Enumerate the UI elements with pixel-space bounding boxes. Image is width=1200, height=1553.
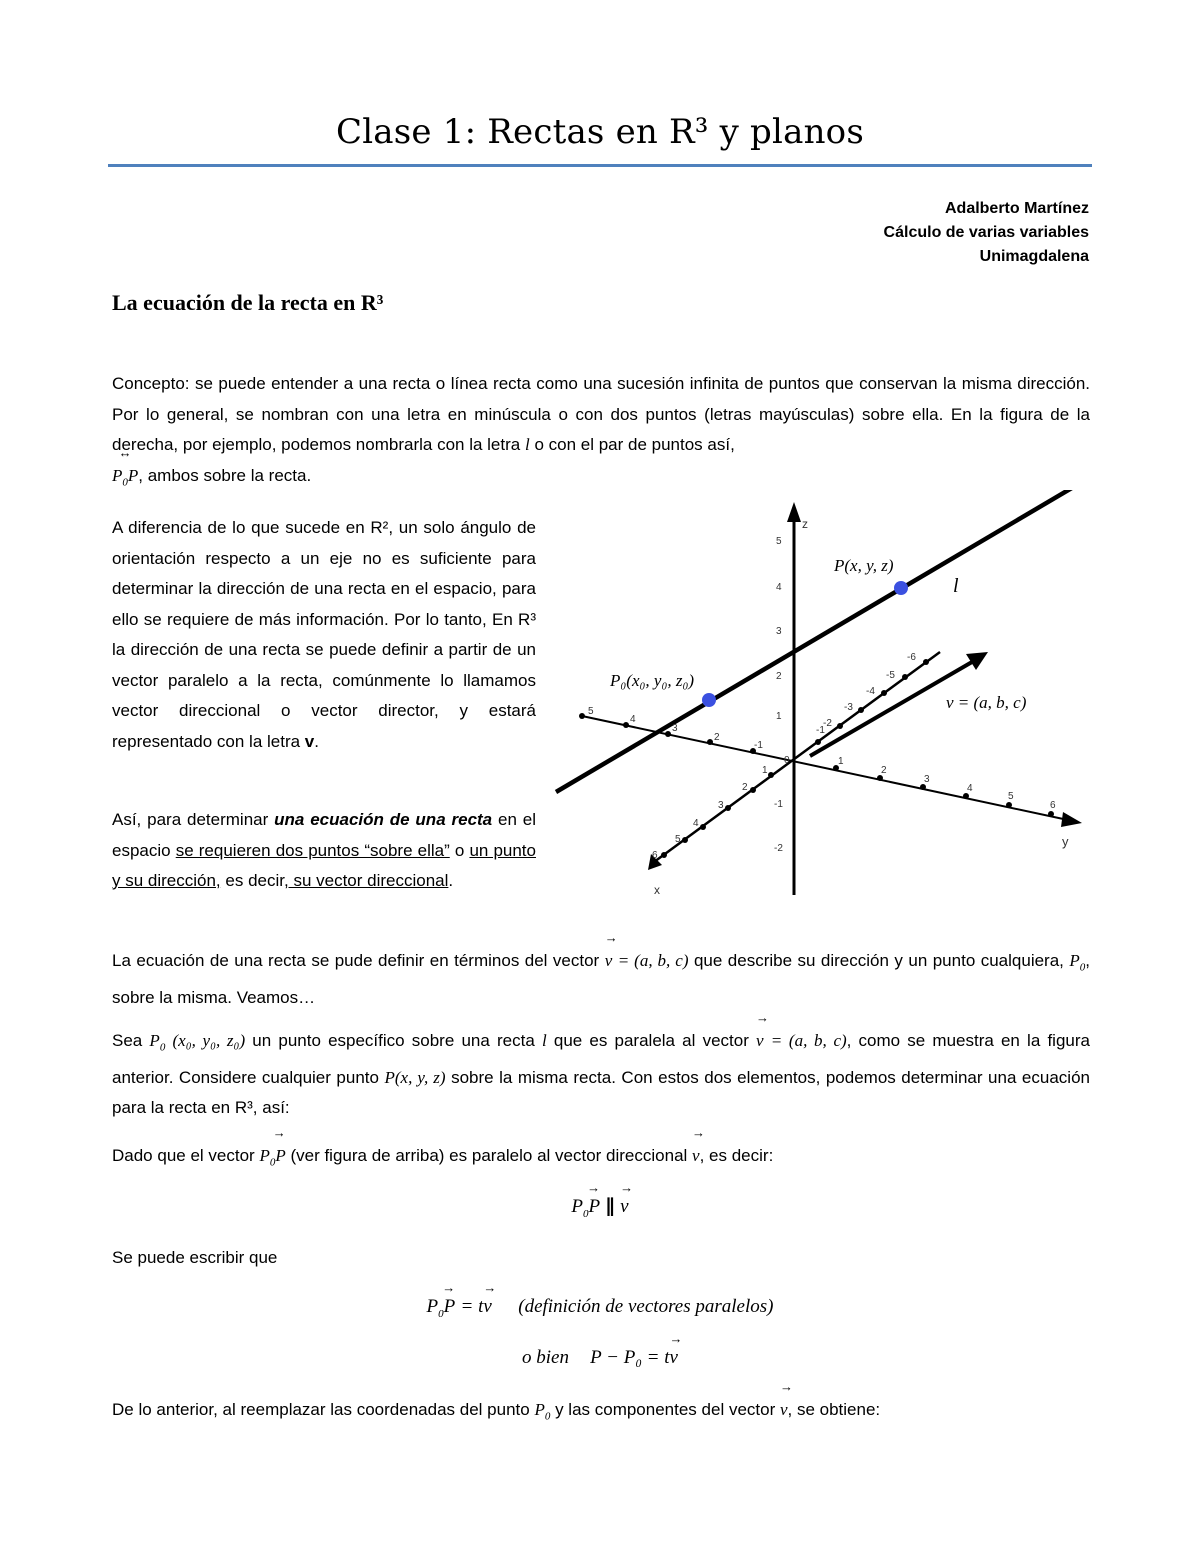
equation-intro-paragraph [112, 946, 1090, 1013]
vector-v-symbol: → v [670, 1347, 678, 1369]
x-tick: -4 [866, 686, 875, 697]
z-tick: 1 [776, 711, 782, 722]
vector-v-arrowhead [966, 652, 988, 670]
point-p0 [702, 693, 716, 707]
x-tick-mark [725, 805, 731, 811]
two-points-underlined: se requieren dos puntos “sobre ella” [175, 840, 450, 860]
z-axis-arrow [787, 502, 801, 522]
z-tick: 3 [776, 626, 782, 637]
or-text: o [454, 840, 465, 860]
point-p-coordinates: P(x, y, z) [384, 1067, 446, 1087]
eq-intro-text-3: , sobre la misma. Veamos… [112, 951, 1090, 1007]
p0p-line-notation: ↔ $P_0P$ [112, 461, 138, 498]
x-tick-mark [682, 837, 688, 843]
x-tick-mark [815, 739, 821, 745]
equals-t: = t [460, 1296, 484, 1317]
x-tick-mark [881, 690, 887, 696]
line-l [556, 490, 1082, 792]
x-tick: -6 [907, 652, 916, 663]
y-axis-arrow [1061, 812, 1082, 827]
y-tick: 4 [630, 714, 636, 725]
y-tick: -1 [754, 740, 763, 751]
y-tick: 5 [588, 706, 594, 717]
vector-v-label: v = (a, b, c) [946, 693, 1027, 712]
eq-intro-text: La ecuación de una recta se pude definir en términos del vector [112, 951, 600, 970]
x-tick-mark [923, 659, 929, 665]
vector-letter-v: v [304, 731, 315, 751]
y-tick: 2 [881, 765, 887, 776]
period-2: . [448, 871, 454, 890]
point-p [894, 581, 908, 595]
x-tick-mark [902, 674, 908, 680]
line-letter: l [541, 1031, 547, 1050]
page-title: Clase 1: Rectas en R³ y planos [336, 112, 864, 152]
x-tick-mark [837, 723, 843, 729]
x-tick: 5 [675, 834, 681, 845]
x-tick: 1 [762, 765, 768, 776]
parallel-equation [0, 1195, 1200, 1220]
section-heading: La ecuación de la recta en R³ [112, 290, 384, 315]
parallel-paragraph [112, 1141, 1090, 1178]
vector-v-symbol: → v [756, 1026, 764, 1057]
point-p0-label: P₀(x₀, y₀, z₀) [610, 671, 695, 690]
p0p-vector: → $P_0P$ [427, 1296, 456, 1320]
replacement-text-3: , se obtiene: [787, 1400, 881, 1419]
let-text-4: , como se muestra en la figura anterior. Considere cualquier punto [112, 1031, 1090, 1087]
y-tick-mark [1048, 811, 1054, 817]
vector-v-symbol: → v [620, 1196, 628, 1218]
alternative-equation [0, 1347, 1200, 1369]
concept-text-3: , ambos sobre la recta. [138, 465, 312, 485]
parallel-symbol: ∥ [605, 1196, 615, 1217]
y-tick: 3 [672, 723, 678, 734]
concept-text: Concepto: se puede entender a una recta o línea recta como una sucesión infinita de puntos que conservan la misma dirección. Por lo general, se nombran con una letra en minúscula o con dos puntos (letras mayúsculas) sobre ella. En la figura de la derecha, por ejemplo, podemos nombrarla con la letra [112, 374, 1090, 454]
p0-symbol: $P_0$ [149, 1031, 166, 1054]
concept-text-2: o con el par de puntos así, [534, 435, 735, 454]
x-tick: 2 [742, 782, 748, 793]
x-axis-label: x [654, 883, 660, 897]
y-tick: 2 [714, 732, 720, 743]
parallel-text: Dado que el vector [112, 1146, 255, 1165]
x-tick-mark [750, 787, 756, 793]
x-tick: 6 [652, 850, 658, 861]
p0-symbol: $P_0$ [1069, 951, 1086, 974]
vector-components: = (a, b, c) [770, 1031, 847, 1050]
let-text-5: sobre la misma recta. Con estos dos elementos, podemos determinar una ecuación para la recta en R³, así: [112, 1067, 1090, 1118]
es-decir-text: es decir [225, 871, 284, 890]
replacement-text-2: y las componentes del vector [555, 1400, 776, 1419]
x-tick: 4 [693, 818, 699, 829]
p0-coordinates: (x₀, y₀, z₀) [172, 1031, 246, 1050]
parallel-text-3: , es decir: [699, 1146, 774, 1165]
let-p0-paragraph [112, 1026, 1090, 1124]
direction-vector-underlined: , su vector direccional [284, 871, 449, 890]
origin-label: 0 [784, 755, 790, 766]
y-tick-mark [707, 739, 713, 745]
determine-text-2: en el espacio [112, 810, 536, 860]
y-tick: 5 [1008, 791, 1014, 802]
point-direction-underlined: un punto y su dirección, [112, 840, 536, 890]
determine-paragraph [112, 805, 536, 897]
z-tick: -2 [774, 843, 783, 854]
z-tick: 5 [776, 536, 782, 547]
sea-text: Sea [112, 1031, 143, 1050]
x-tick-mark [661, 852, 667, 858]
y-axis-label: y [1062, 834, 1069, 849]
x-tick: -1 [816, 725, 825, 736]
x-axis [654, 652, 940, 862]
z-tick: -1 [774, 799, 783, 810]
o-bien-text: o bien [522, 1347, 569, 1368]
parallel-definition-equation [0, 1296, 1200, 1320]
x-tick-mark [768, 772, 774, 778]
y-tick-mark [579, 713, 585, 719]
direction-paragraph [112, 513, 536, 757]
x-tick-mark [700, 824, 706, 830]
parallel-definition-note: (definición de vectores paralelos) [518, 1296, 774, 1317]
period: . [314, 731, 319, 751]
vector-v-symbol: → v [780, 1395, 788, 1426]
direction-text: A diferencia de lo que sucede en R², un solo ángulo de orientación respecto a un eje no es suficiente para determinar la dirección de una recta en el espacio, para ello se requiere de más información. Por lo tanto, En R³ la dirección de una recta se puede definir a partir de un vector paralelo a la recta, comúnmente lo llamamos vector direccional o vector director, y estará representado con la letra [112, 518, 536, 751]
vector-v-symbol: → v [605, 946, 613, 977]
y-tick-mark [623, 722, 629, 728]
p0-symbol: $P_0$ [534, 1400, 551, 1423]
x-tick: -3 [844, 702, 853, 713]
point-p-label: P(x, y, z) [834, 556, 894, 575]
p-minus-p0-equation: P − P₀ = t [590, 1347, 670, 1368]
x-tick-mark [858, 707, 864, 713]
z-axis-label: z [802, 517, 808, 531]
determine-text: Así, para determinar [112, 810, 269, 829]
x-tick: 3 [718, 800, 724, 811]
y-tick: 6 [1050, 800, 1056, 811]
course-name: Cálculo de varias variables [883, 224, 1089, 241]
y-tick: 4 [967, 783, 973, 794]
let-text-3: que es paralela al vector [553, 1031, 749, 1050]
y-tick-mark [1006, 802, 1012, 808]
z-tick: 4 [776, 582, 782, 593]
line-letter: l [524, 435, 530, 454]
parallel-text-2: (ver figura de arriba) es paralelo al vector direccional [290, 1146, 688, 1165]
y-tick: 3 [924, 774, 930, 785]
p0p-vector: → $P_0P$ [571, 1196, 600, 1220]
title-divider [108, 164, 1092, 167]
vector-v-symbol: → v [692, 1141, 700, 1172]
eq-intro-text-2: que describe su dirección y un punto cualquiera, [693, 951, 1064, 970]
z-tick: 2 [776, 671, 782, 682]
x-tick: -2 [823, 718, 832, 729]
concept-paragraph [112, 369, 1090, 497]
author-name: Adalberto Martínez [944, 200, 1089, 217]
line-in-r3-figure [548, 490, 1088, 900]
p0p-vector: → $P_0P$ [259, 1141, 285, 1178]
emphasis-equation: una ecuación de una recta [274, 810, 493, 829]
replacement-text: De lo anterior, al reemplazar las coordenadas del punto [112, 1400, 530, 1419]
vector-components: = (a, b, c) [617, 951, 689, 970]
can-write-paragraph: Se puede escribir que [112, 1248, 278, 1267]
line-l-label: l [953, 575, 959, 597]
y-tick-mark [665, 731, 671, 737]
vector-v-symbol: → v [483, 1296, 491, 1318]
x-tick: -5 [886, 670, 895, 681]
institution-name: Unimagdalena [979, 248, 1089, 265]
replacement-paragraph [112, 1395, 1090, 1432]
let-text-2: un punto específico sobre una recta [252, 1031, 535, 1050]
y-tick: 1 [838, 756, 844, 767]
